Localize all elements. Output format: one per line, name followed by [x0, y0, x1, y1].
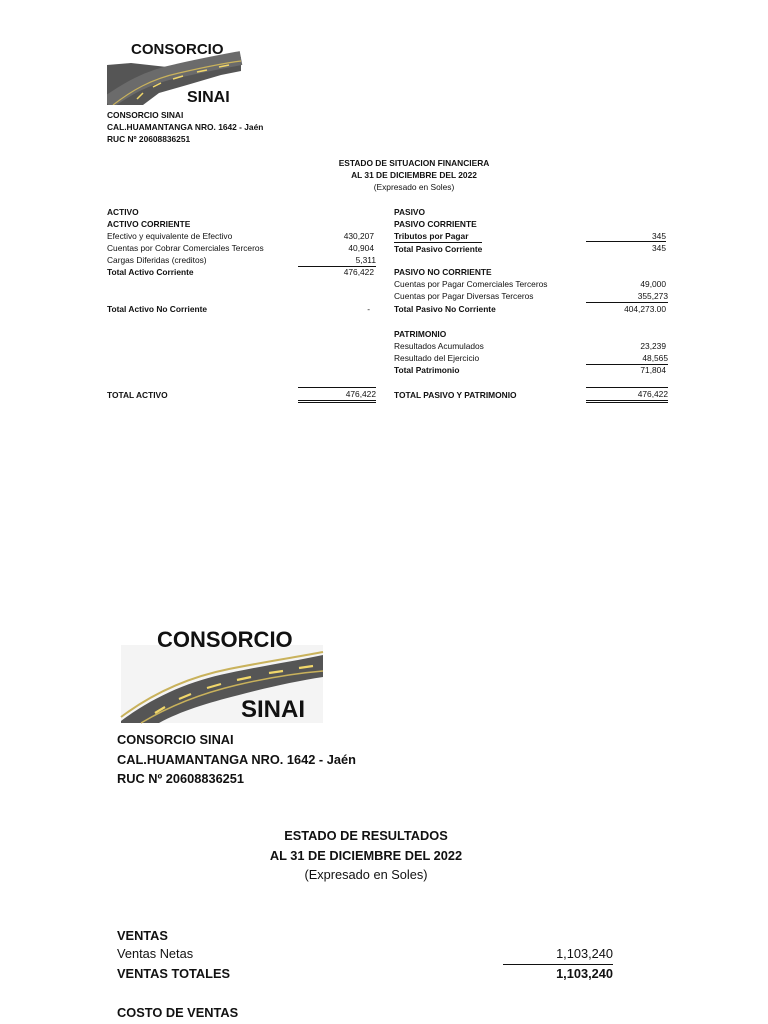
company-ruc: RUC Nº 20608836251	[107, 134, 191, 144]
activo-row-value: 5,311	[298, 254, 376, 267]
pasivo-heading: PASIVO	[394, 207, 426, 217]
activo-row-value: 430,207	[343, 231, 374, 241]
pasivo-corriente-heading: PASIVO CORRIENTE	[394, 219, 477, 229]
activo-row-label: Cuentas por Cobrar Comerciales Terceros	[107, 243, 264, 253]
patrimonio-row-label: Resultado del Ejercicio	[394, 353, 480, 363]
activo-heading: ACTIVO	[107, 207, 139, 217]
balance-currency: (Expresado en Soles)	[373, 182, 455, 192]
ventas-heading: VENTAS	[117, 928, 168, 943]
total-activo-no-corriente-value: -	[367, 304, 370, 314]
income-title: ESTADO DE RESULTADOS	[284, 828, 448, 843]
patrimonio-row-label: Resultados Acumulados	[394, 341, 484, 351]
total-activo-value: 476,422	[298, 387, 376, 403]
income-currency: (Expresado en Soles)	[304, 867, 428, 882]
ventas-netas-label: Ventas Netas	[117, 946, 194, 961]
pasivo-no-corriente-heading: PASIVO NO CORRIENTE	[394, 267, 492, 277]
activo-row-label: Cargas Diferidas (creditos)	[107, 255, 207, 265]
total-activo-no-corriente-label: Total Activo No Corriente	[107, 304, 208, 314]
pasivo-row-label: Cuentas por Pagar Diversas Terceros	[394, 291, 534, 301]
tributos-label: Tributos por Pagar	[394, 231, 469, 241]
costo-ventas-heading: COSTO DE VENTAS	[117, 1005, 239, 1020]
total-pasivo-patrimonio-value: 476,422	[586, 387, 668, 403]
company-name: CONSORCIO SINAI	[117, 732, 234, 747]
company-address: CAL.HUAMANTANGA NRO. 1642 - Jaén	[117, 752, 356, 767]
company-logo	[107, 41, 243, 105]
activo-row-label: Efectivo y equivalente de Efectivo	[107, 231, 233, 241]
company-ruc: RUC Nº 20608836251	[117, 771, 245, 786]
logo-word-1: CONSORCIO	[157, 627, 293, 652]
ventas-netas-value: 1,103,240	[503, 944, 613, 965]
balance-title: ESTADO DE SITUACION FINANCIERA	[338, 158, 490, 168]
activo-corriente-heading: ACTIVO CORRIENTE	[107, 219, 191, 229]
ventas-totales-value: 1,103,240	[556, 966, 613, 981]
total-patrimonio-label: Total Patrimonio	[394, 365, 460, 375]
logo-word-2: SINAI	[241, 696, 306, 723]
total-pasivo-corriente-label: Total Pasivo Corriente	[394, 244, 483, 254]
total-activo-corriente-label: Total Activo Corriente	[107, 267, 194, 277]
patrimonio-row-value: 48,565	[586, 352, 668, 365]
total-pasivo-no-corriente-label: Total Pasivo No Corriente	[394, 304, 496, 314]
total-activo-corriente-value: 476,422	[343, 267, 374, 277]
activo-row-value: 40,904	[348, 243, 374, 253]
company-name: CONSORCIO SINAI	[107, 110, 184, 120]
pasivo-row-value: 49,000	[640, 279, 666, 289]
pasivo-row-label: Cuentas por Pagar Comerciales Terceros	[394, 279, 548, 289]
total-activo-label: TOTAL ACTIVO	[107, 390, 168, 400]
income-date: AL 31 DE DICIEMBRE DEL 2022	[269, 848, 463, 863]
patrimonio-row-value: 23,239	[640, 341, 666, 351]
total-pasivo-corriente-value: 345	[586, 241, 666, 254]
logo-word-2: SINAI	[187, 89, 230, 105]
total-patrimonio-value: 71,804	[640, 365, 666, 375]
company-logo	[119, 627, 325, 724]
total-pasivo-no-corriente-value: 404,273.00	[624, 304, 666, 314]
patrimonio-heading: PATRIMONIO	[394, 329, 447, 339]
total-pasivo-patrimonio-label: TOTAL PASIVO Y PATRIMONIO	[394, 390, 517, 400]
logo-word-1: CONSORCIO	[131, 41, 224, 58]
balance-date: AL 31 DE DICIEMBRE DEL 2022	[351, 170, 477, 180]
tributos-value: 345	[652, 231, 666, 241]
company-address: CAL.HUAMANTANGA NRO. 1642 - Jaén	[107, 122, 264, 132]
ventas-totales-label: VENTAS TOTALES	[117, 966, 231, 981]
pasivo-row-value: 355,273	[586, 290, 668, 303]
